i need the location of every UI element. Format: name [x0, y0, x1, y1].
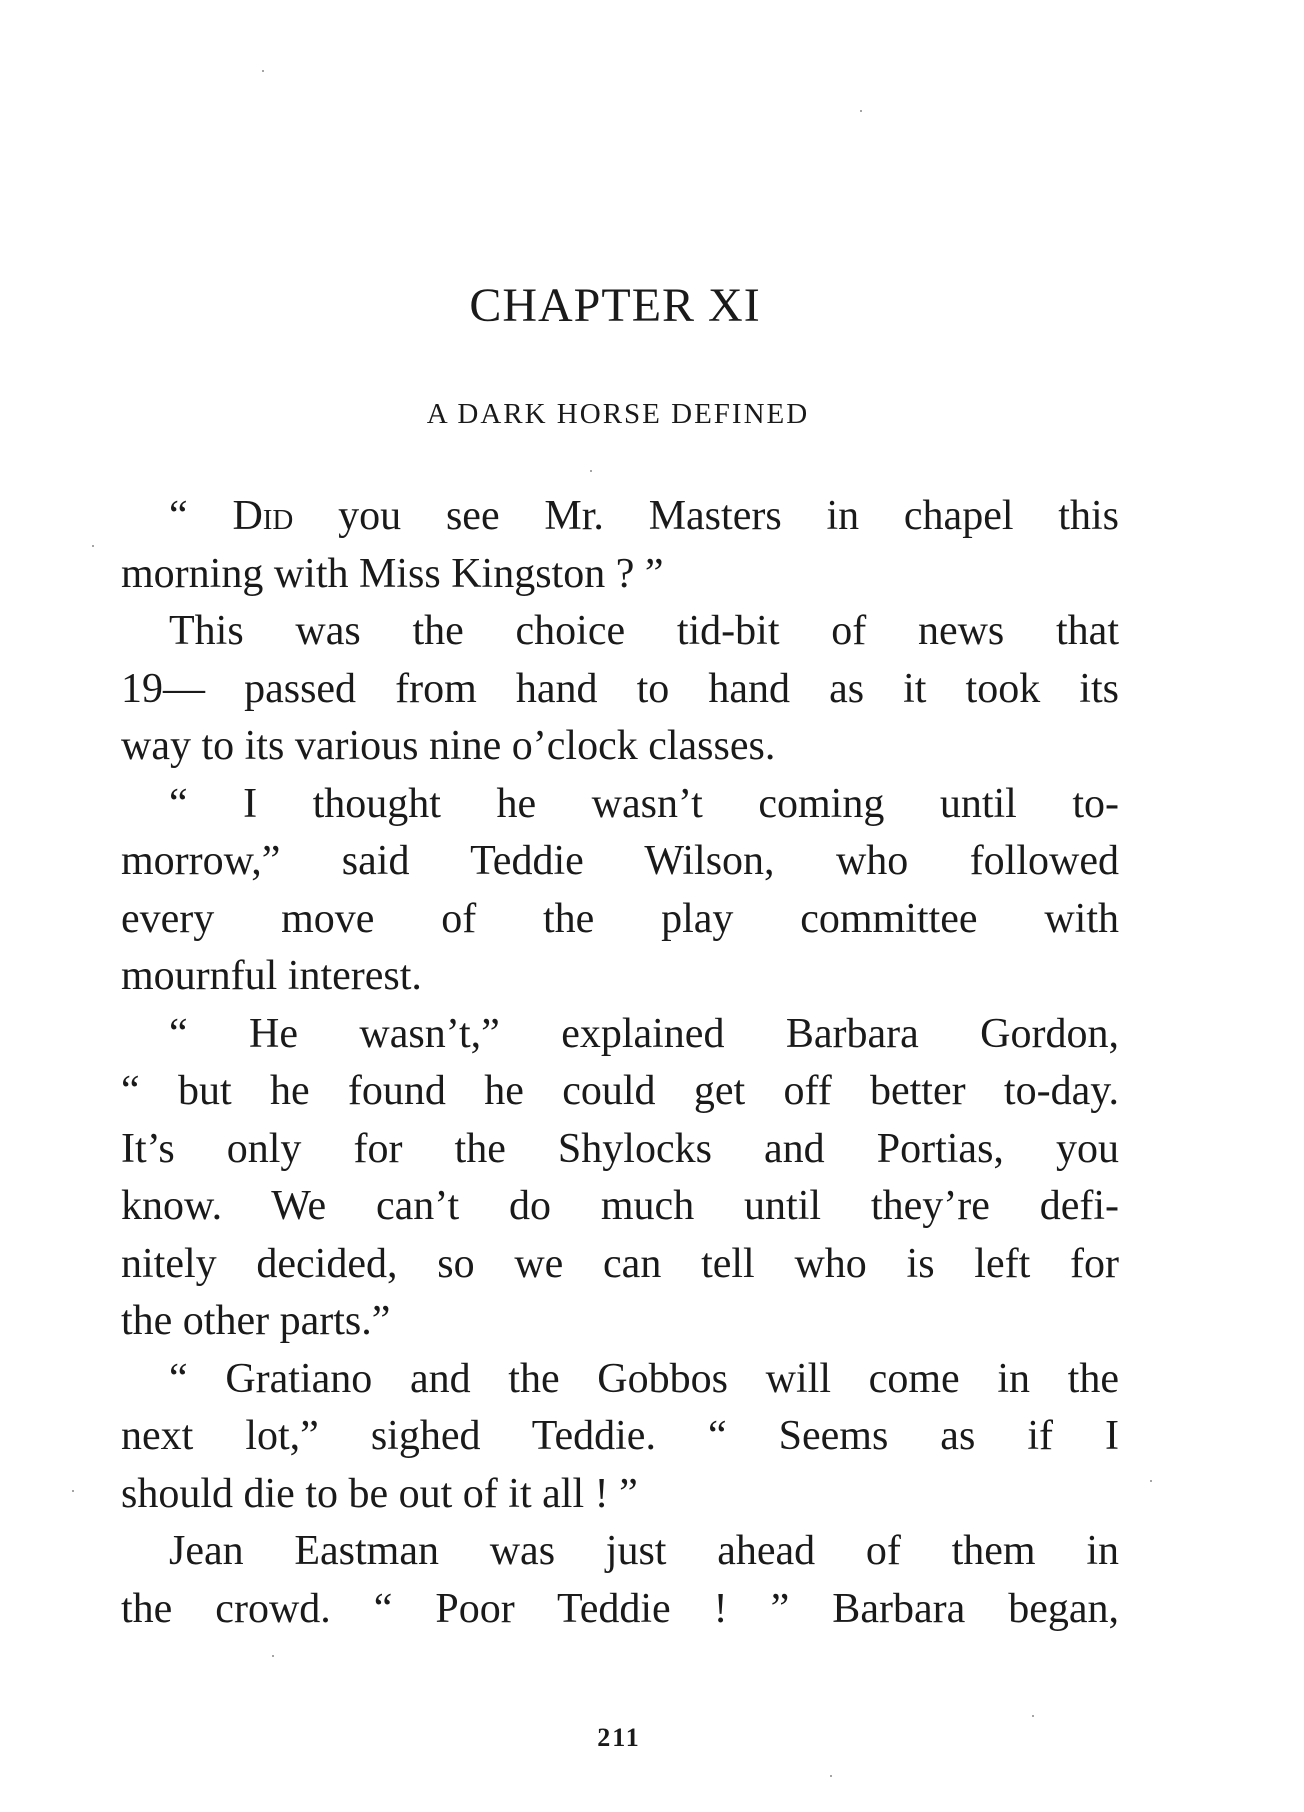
paper-speck	[272, 1655, 274, 1657]
text-line: every move of the play committee with	[121, 895, 1119, 942]
text-line: way to its various nine o’clock classes.	[121, 723, 776, 769]
paper-speck	[1032, 1715, 1034, 1717]
paper-speck	[830, 1775, 832, 1777]
text-line: “ He wasn’t,” explained Barbara Gordon,	[169, 1010, 1119, 1057]
text-line: Jean Eastman was just ahead of them in	[169, 1528, 1119, 1574]
paper-speck	[72, 1490, 74, 1492]
text-line: next lot,” sighed Teddie. “ Seems as if I	[121, 1413, 1119, 1459]
text-line: “ Gratiano and the Gobbos will come in the	[169, 1355, 1119, 1402]
text-line: morning with Miss Kingston ? ”	[121, 550, 664, 597]
chapter-subtitle: A DARK HORSE DEFINED	[426, 398, 810, 430]
paper-speck	[860, 110, 862, 112]
text-line: the other parts.”	[121, 1298, 391, 1344]
paper-speck	[262, 70, 264, 72]
paper-speck	[590, 470, 592, 472]
text-line: “ I thought he wasn’t coming until to-	[169, 780, 1119, 827]
paper-speck	[1150, 1480, 1152, 1482]
text-line: know. We can’t do much until they’re defi-	[121, 1183, 1119, 1229]
text-line: should die to be out of it all ! ”	[121, 1470, 638, 1517]
text-line: This was the choice tid-bit of news that	[169, 608, 1119, 654]
text-line: mournful interest.	[121, 953, 422, 999]
text-line: nitely decided, so we can tell who is left for	[121, 1240, 1119, 1287]
text-line: “ but he found he could get off better to-day.	[121, 1068, 1119, 1114]
text-line: “ Did you see Mr. Masters in chapel this	[169, 493, 1119, 539]
text-line: morrow,” said Teddie Wilson, who followed	[121, 838, 1119, 884]
chapter-title: CHAPTER XI	[469, 279, 761, 332]
body-text	[121, 488, 1119, 1638]
paper-speck	[92, 545, 94, 547]
text-line: It’s only for the Shylocks and Portias, you	[121, 1125, 1119, 1172]
text-line: the crowd. “ Poor Teddie ! ” Barbara began,	[121, 1585, 1119, 1632]
text-line: 19— passed from hand to hand as it took its	[121, 665, 1119, 712]
page-number: 211	[597, 1723, 641, 1752]
